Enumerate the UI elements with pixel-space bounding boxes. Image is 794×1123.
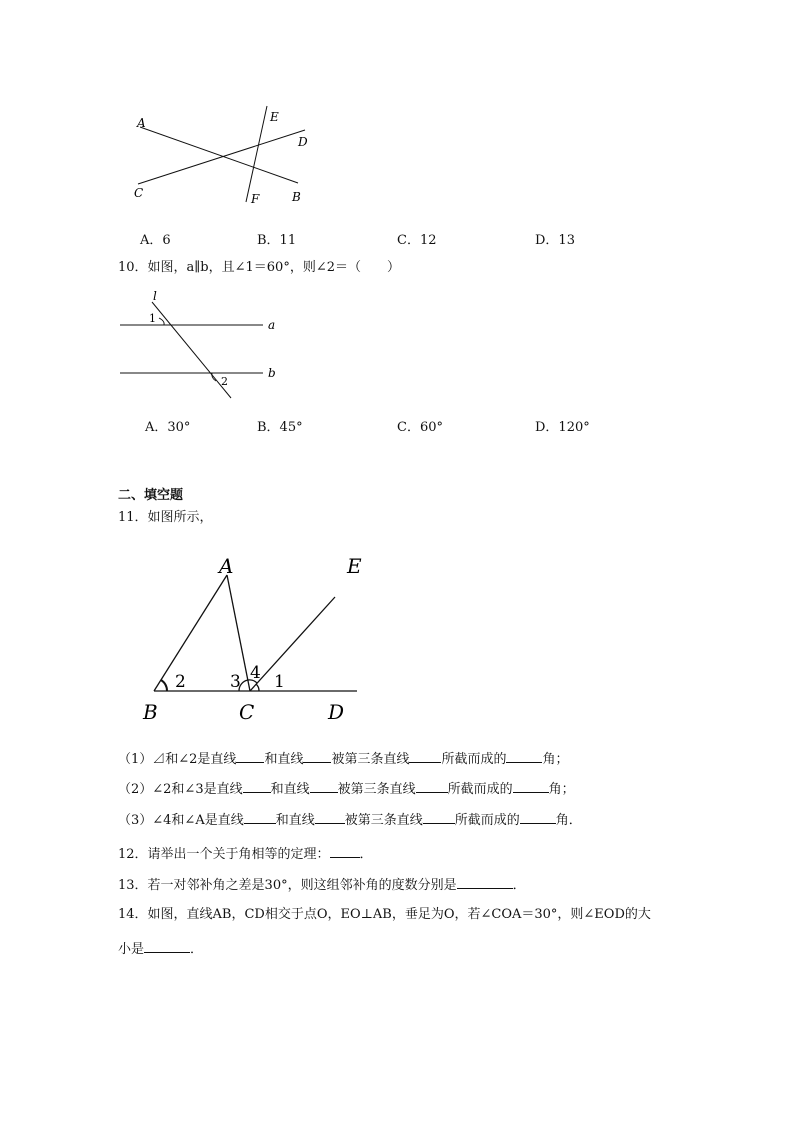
label-b: B — [143, 700, 158, 724]
blank[interactable] — [144, 940, 190, 953]
blank[interactable] — [303, 750, 331, 763]
q10-option-c[interactable]: C．60° — [397, 420, 443, 435]
label-b-line: b — [268, 366, 276, 380]
q11-line-3: （3）∠4和∠A是直线 和直线 被第三条直线 所截而成的 角． — [118, 813, 582, 828]
q10-figure — [115, 285, 295, 405]
angle-2-arc — [161, 680, 167, 691]
line-cd — [138, 130, 305, 184]
blank[interactable] — [330, 845, 360, 858]
segment-ba — [154, 575, 227, 691]
label-c: C — [239, 700, 255, 724]
line-l — [152, 302, 231, 398]
label-c: C — [134, 186, 144, 200]
q11-line-1: （1）⊿和∠2是直线 和直线 被第三条直线 所截而成的 角； — [118, 752, 569, 767]
label-a-line: a — [268, 318, 276, 332]
label-d: D — [298, 135, 308, 149]
q14-line-2: 小是 ． — [118, 942, 204, 957]
q10-option-a[interactable]: A．30° — [145, 420, 191, 435]
label-angle-2: 2 — [221, 375, 228, 388]
blank[interactable] — [244, 811, 276, 824]
q11-line-2: （2）∠2和∠3是直线 和直线 被第三条直线 所截而成的 角； — [118, 782, 575, 797]
label-angle-4: 4 — [250, 663, 261, 683]
blank[interactable] — [416, 780, 448, 793]
label-angle-2: 2 — [175, 672, 186, 692]
q9-figure — [125, 100, 325, 210]
q10-option-b[interactable]: B．45° — [257, 420, 303, 435]
section-title: 二、填空题 — [118, 488, 184, 503]
q10-option-d[interactable]: D．120° — [535, 420, 590, 435]
q9-option-d[interactable]: D．13 — [535, 233, 575, 248]
blank[interactable] — [520, 811, 556, 824]
q9-option-c[interactable]: C．12 — [397, 233, 437, 248]
q9-option-b[interactable]: B．11 — [257, 233, 297, 248]
angle-1-arc — [256, 684, 259, 691]
label-a: A — [137, 116, 146, 130]
label-angle-1: 1 — [274, 672, 285, 692]
q14-line-1: 14．如图，直线AB，CD相交于点O，EO⊥AB，垂足为O，若∠COA＝30°，则∠EOD的大 — [118, 907, 651, 922]
blank[interactable] — [315, 811, 345, 824]
label-d: D — [328, 700, 345, 724]
q13: 13．若一对邻补角之差是30°，则这组邻补角的度数分别是 ． — [118, 878, 526, 893]
label-e: E — [270, 110, 279, 124]
blank[interactable] — [409, 750, 441, 763]
line-ef — [246, 106, 267, 202]
blank[interactable] — [457, 876, 513, 889]
q9-option-a[interactable]: A．6 — [140, 233, 171, 248]
blank[interactable] — [236, 750, 264, 763]
line-ab — [140, 127, 298, 183]
q11-figure — [135, 545, 385, 730]
label-e: E — [347, 554, 362, 578]
q10-stem: 10．如图，a∥b，且∠1＝60°，则∠2＝（ ） — [118, 260, 400, 275]
blank[interactable] — [506, 750, 542, 763]
label-angle-1: 1 — [149, 312, 156, 325]
blank[interactable] — [243, 780, 271, 793]
label-b: B — [292, 190, 301, 204]
q12: 12．请举出一个关于角相等的定理： ． — [118, 847, 373, 862]
label-f: F — [251, 192, 260, 206]
blank[interactable] — [310, 780, 338, 793]
q11-stem: 11．如图所示， — [118, 510, 213, 525]
blank[interactable] — [513, 780, 549, 793]
ray-ce — [250, 597, 335, 691]
blank[interactable] — [423, 811, 455, 824]
label-a: A — [219, 554, 234, 578]
angle-1-arc — [159, 318, 164, 325]
label-l: l — [153, 289, 157, 303]
label-angle-3: 3 — [230, 672, 241, 692]
